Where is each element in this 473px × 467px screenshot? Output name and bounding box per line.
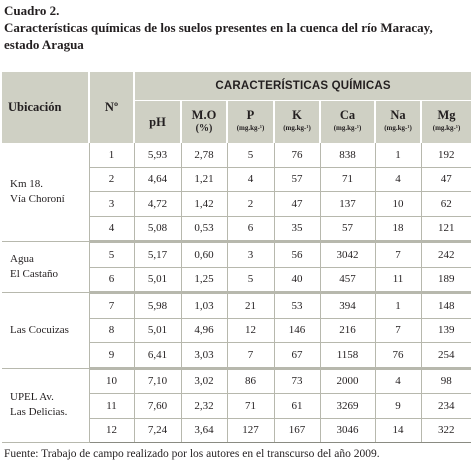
na-cell: 76 <box>375 343 421 369</box>
ca-cell: 57 <box>320 216 375 242</box>
location-line2: El Castaño <box>10 268 58 280</box>
ph-cell: 7,24 <box>134 418 181 443</box>
sample-number-cell: 1 <box>89 143 134 167</box>
ph-cell: 4,64 <box>134 167 181 192</box>
header-ca: Ca (mg.kg-¹) <box>320 101 375 144</box>
header-k: K (mg.kg-¹) <box>274 101 320 144</box>
ca-cell: 838 <box>320 143 375 167</box>
k-cell: 73 <box>274 368 320 394</box>
header-location: Ubicación <box>2 72 89 143</box>
mg-cell: 242 <box>421 242 471 268</box>
mo-cell: 0,53 <box>181 216 227 242</box>
p-cell: 12 <box>227 318 274 343</box>
ph-cell: 5,08 <box>134 216 181 242</box>
na-cell: 1 <box>375 143 421 167</box>
mo-cell: 1,25 <box>181 267 227 293</box>
table-row <box>2 143 471 167</box>
sample-number-cell: 8 <box>89 318 134 343</box>
k-cell: 47 <box>274 192 320 217</box>
ca-cell: 1158 <box>320 343 375 369</box>
ph-cell: 5,01 <box>134 318 181 343</box>
header-na: Na (mg.kg-¹) <box>375 101 421 144</box>
ca-cell: 2000 <box>320 368 375 394</box>
ca-cell: 457 <box>320 267 375 293</box>
ca-cell: 394 <box>320 293 375 319</box>
ca-cell: 71 <box>320 167 375 192</box>
mo-cell: 1,21 <box>181 167 227 192</box>
ca-cell: 3269 <box>320 394 375 419</box>
k-cell: 67 <box>274 343 320 369</box>
sample-number-cell: 3 <box>89 192 134 217</box>
header-mo: M.O (%) <box>181 101 227 144</box>
k-cell: 61 <box>274 394 320 419</box>
header-p: P (mg.kg-¹) <box>227 101 274 144</box>
ph-cell: 5,01 <box>134 267 181 293</box>
location-line1: Km 18. <box>10 178 43 190</box>
location-cell <box>2 143 89 242</box>
na-cell: 7 <box>375 318 421 343</box>
ph-cell: 7,60 <box>134 394 181 419</box>
ph-cell: 5,93 <box>134 143 181 167</box>
location-line2: Vía Choroní <box>10 193 65 205</box>
p-cell: 127 <box>227 418 274 443</box>
p-cell: 21 <box>227 293 274 319</box>
table-row <box>2 242 471 268</box>
location-line1: UPEL Av. <box>10 391 54 404</box>
header-number: Nº <box>89 72 134 143</box>
ph-cell: 5,17 <box>134 242 181 268</box>
p-cell: 7 <box>227 343 274 369</box>
ph-cell: 6,41 <box>134 343 181 369</box>
sample-number-cell: 7 <box>89 293 134 319</box>
k-cell: 40 <box>274 267 320 293</box>
na-cell: 4 <box>375 167 421 192</box>
na-cell: 7 <box>375 242 421 268</box>
mo-cell: 2,78 <box>181 143 227 167</box>
caption-title: Características químicas de los suelos presentes en la cuenca del río Maracay, estado Aragua <box>4 20 433 52</box>
k-cell: 53 <box>274 293 320 319</box>
p-cell: 6 <box>227 216 274 242</box>
sample-number-cell: 12 <box>89 418 134 443</box>
mo-cell: 3,03 <box>181 343 227 369</box>
na-cell: 9 <box>375 394 421 419</box>
p-cell: 5 <box>227 267 274 293</box>
mo-cell: 3,02 <box>181 368 227 394</box>
table-body <box>2 143 471 443</box>
mg-cell: 62 <box>421 192 471 217</box>
mg-cell: 234 <box>421 394 471 419</box>
table-source-note: Fuente: Trabajo de campo realizado por los autores en el transcurso del año 2009. <box>4 448 380 460</box>
mo-cell: 1,42 <box>181 192 227 217</box>
ca-cell: 137 <box>320 192 375 217</box>
mg-cell: 254 <box>421 343 471 369</box>
mg-cell: 139 <box>421 318 471 343</box>
k-cell: 146 <box>274 318 320 343</box>
table-caption <box>4 3 470 53</box>
location-line1: Agua <box>10 253 34 265</box>
sample-number-cell: 9 <box>89 343 134 369</box>
ph-cell: 5,98 <box>134 293 181 319</box>
k-cell: 56 <box>274 242 320 268</box>
k-cell: 76 <box>274 143 320 167</box>
ca-cell: 216 <box>320 318 375 343</box>
location-cell <box>2 293 89 369</box>
header-group-title: CARACTERÍSTICAS QUÍMICAS <box>134 72 471 101</box>
location-line1: Las Cocuizas <box>10 323 69 336</box>
location-line2: Las Delicias. <box>10 406 68 419</box>
k-cell: 57 <box>274 167 320 192</box>
p-cell: 4 <box>227 167 274 192</box>
sample-number-cell: 2 <box>89 167 134 192</box>
na-cell: 4 <box>375 368 421 394</box>
ph-cell: 4,72 <box>134 192 181 217</box>
na-cell: 10 <box>375 192 421 217</box>
mo-cell: 4,96 <box>181 318 227 343</box>
sample-number-cell: 6 <box>89 267 134 293</box>
na-cell: 14 <box>375 418 421 443</box>
mg-cell: 322 <box>421 418 471 443</box>
sample-number-cell: 11 <box>89 394 134 419</box>
mg-cell: 192 <box>421 143 471 167</box>
location-cell <box>2 242 89 293</box>
na-cell: 18 <box>375 216 421 242</box>
mg-cell: 98 <box>421 368 471 394</box>
ca-cell: 3046 <box>320 418 375 443</box>
mg-cell: 189 <box>421 267 471 293</box>
table-row <box>2 293 471 319</box>
location-cell <box>2 368 89 443</box>
header-ph: pH <box>134 101 181 144</box>
ph-cell: 7,10 <box>134 368 181 394</box>
mo-cell: 2,32 <box>181 394 227 419</box>
caption-number: Cuadro 2. <box>4 3 60 18</box>
mo-cell: 3,64 <box>181 418 227 443</box>
p-cell: 2 <box>227 192 274 217</box>
mg-cell: 148 <box>421 293 471 319</box>
na-cell: 1 <box>375 293 421 319</box>
chemical-characteristics-table <box>2 72 471 443</box>
mo-cell: 1,03 <box>181 293 227 319</box>
table-row <box>2 368 471 394</box>
sample-number-cell: 4 <box>89 216 134 242</box>
na-cell: 11 <box>375 267 421 293</box>
ca-cell: 3042 <box>320 242 375 268</box>
header-mg: Mg (mg.kg-¹) <box>421 101 471 144</box>
sample-number-cell: 10 <box>89 368 134 394</box>
p-cell: 71 <box>227 394 274 419</box>
mg-cell: 47 <box>421 167 471 192</box>
k-cell: 35 <box>274 216 320 242</box>
mg-cell: 121 <box>421 216 471 242</box>
p-cell: 3 <box>227 242 274 268</box>
p-cell: 86 <box>227 368 274 394</box>
mo-cell: 0,60 <box>181 242 227 268</box>
k-cell: 167 <box>274 418 320 443</box>
sample-number-cell: 5 <box>89 242 134 268</box>
p-cell: 5 <box>227 143 274 167</box>
